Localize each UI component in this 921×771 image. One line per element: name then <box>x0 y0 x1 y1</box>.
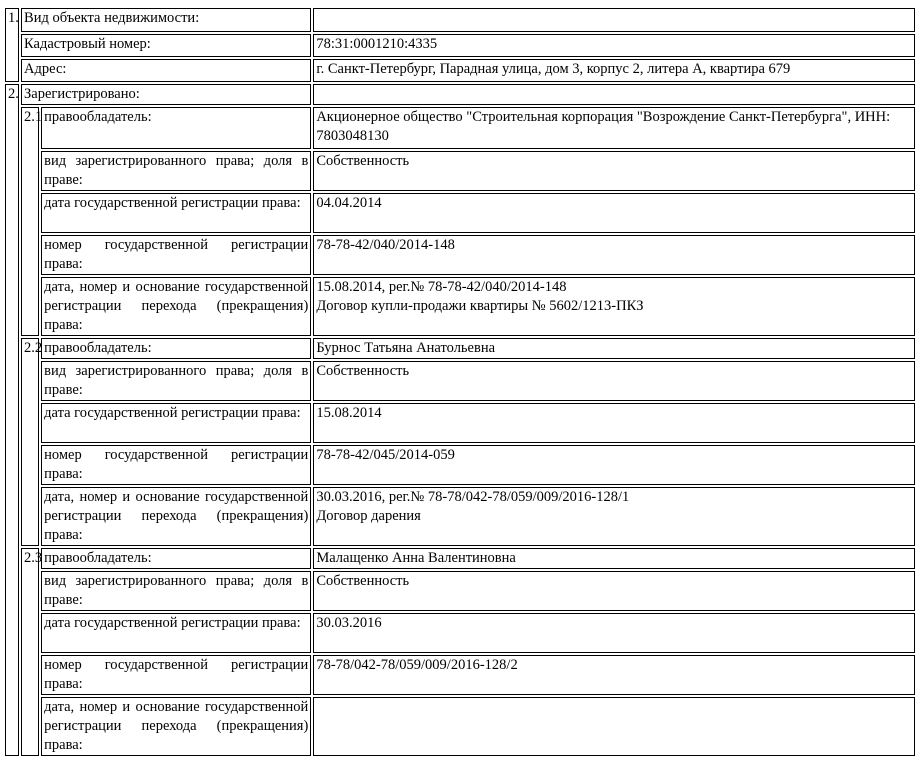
row-reg-date <box>5 613 915 653</box>
row-cadastral-number <box>5 34 915 57</box>
holder-label: правообладатель: <box>41 107 311 149</box>
holder-value: Акционерное общество "Строительная корпорация "Возрождение Санкт-Петербурга", ИНН: 7803048130 <box>313 107 915 149</box>
right-type-label: вид зарегистрированного права; доля в праве: <box>41 571 311 611</box>
row-transfer <box>5 697 915 756</box>
transfer-value <box>313 487 915 546</box>
transfer-value <box>313 697 915 756</box>
cadastral-number-label: Кадастровый номер: <box>21 34 311 57</box>
reg-date-label: дата государственной регистрации права: <box>41 193 311 233</box>
holder-value: Бурнос Татьяна Анатольевна <box>313 338 915 359</box>
row-reg-date <box>5 193 915 233</box>
entry-number: 2.2 <box>21 338 39 546</box>
row-transfer <box>5 487 915 546</box>
transfer-date-number: 30.03.2016, рег.№ 78-78/042-78/059/009/2016-128/1 <box>316 489 630 505</box>
reg-number-value: 78-78-42/045/2014-059 <box>313 445 915 485</box>
right-type-value: Собственность <box>313 571 915 611</box>
right-type-value: Собственность <box>313 151 915 191</box>
row-registered <box>5 84 915 105</box>
right-type-label: вид зарегистрированного права; доля в праве: <box>41 361 311 401</box>
registry-extract-table <box>3 6 917 758</box>
transfer-label: дата, номер и основание государственной регистрации перехода (прекращения) права: <box>41 277 311 336</box>
reg-number-value: 78-78-42/040/2014-148 <box>313 235 915 275</box>
row-holder <box>5 548 915 569</box>
reg-date-value: 30.03.2016 <box>313 613 915 653</box>
holder-value: Малащенко Анна Валентиновна <box>313 548 915 569</box>
transfer-basis: Договор дарения <box>316 508 421 524</box>
entry-number: 2.1 <box>21 107 39 336</box>
row-holder <box>5 107 915 149</box>
right-type-value: Собственность <box>313 361 915 401</box>
section-number-2: 2. <box>5 84 19 756</box>
row-reg-date <box>5 403 915 443</box>
reg-date-value: 04.04.2014 <box>313 193 915 233</box>
address-label: Адрес: <box>21 59 311 82</box>
registered-label: Зарегистрировано: <box>21 84 311 105</box>
row-right-type <box>5 571 915 611</box>
object-type-label: Вид объекта недвижимости: <box>21 8 311 32</box>
right-type-label: вид зарегистрированного права; доля в праве: <box>41 151 311 191</box>
section-number-1: 1. <box>5 8 19 82</box>
row-right-type <box>5 151 915 191</box>
row-address <box>5 59 915 82</box>
row-holder <box>5 338 915 359</box>
row-right-type <box>5 361 915 401</box>
row-transfer <box>5 277 915 336</box>
transfer-value <box>313 277 915 336</box>
transfer-basis: Договор купли-продажи квартиры № 5602/1213-ПКЗ <box>316 298 644 314</box>
reg-number-label: номер государственной регистрации права: <box>41 445 311 485</box>
transfer-label: дата, номер и основание государственной регистрации перехода (прекращения) права: <box>41 487 311 546</box>
cadastral-number-value: 78:31:0001210:4335 <box>313 34 915 57</box>
entry-number: 2.3 <box>21 548 39 756</box>
registered-value <box>313 84 915 105</box>
row-object-type <box>5 8 915 32</box>
transfer-date-number: 15.08.2014, рег.№ 78-78-42/040/2014-148 <box>316 279 567 295</box>
reg-date-value: 15.08.2014 <box>313 403 915 443</box>
reg-date-label: дата государственной регистрации права: <box>41 613 311 653</box>
object-type-value <box>313 8 915 32</box>
holder-label: правообладатель: <box>41 548 311 569</box>
address-value: г. Санкт-Петербург, Парадная улица, дом 3, корпус 2, литера А, квартира 679 <box>313 59 915 82</box>
reg-number-value: 78-78/042-78/059/009/2016-128/2 <box>313 655 915 695</box>
reg-number-label: номер государственной регистрации права: <box>41 235 311 275</box>
row-reg-number <box>5 235 915 275</box>
reg-date-label: дата государственной регистрации права: <box>41 403 311 443</box>
reg-number-label: номер государственной регистрации права: <box>41 655 311 695</box>
holder-label: правообладатель: <box>41 338 311 359</box>
row-reg-number <box>5 655 915 695</box>
transfer-label: дата, номер и основание государственной регистрации перехода (прекращения) права: <box>41 697 311 756</box>
row-reg-number <box>5 445 915 485</box>
